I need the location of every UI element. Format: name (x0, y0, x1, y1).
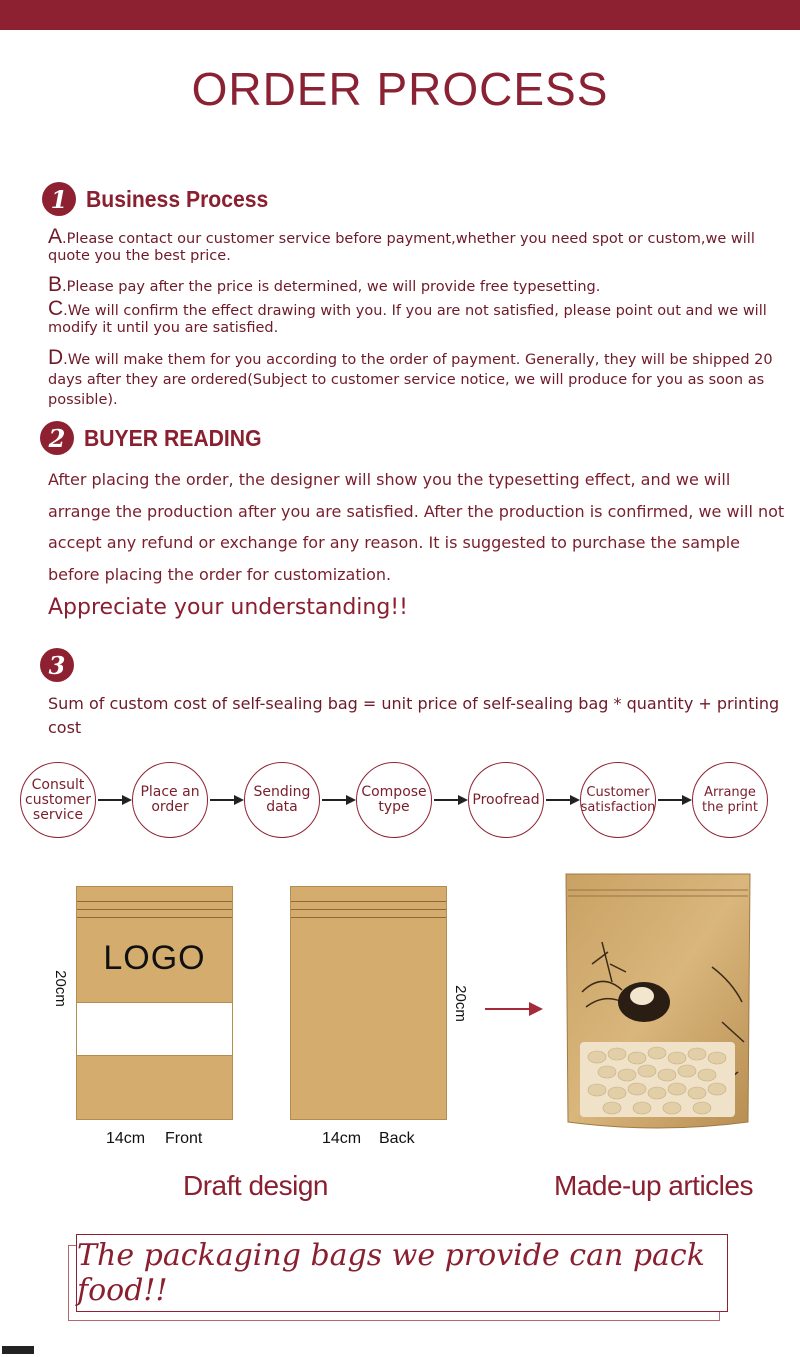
page-title: ORDER PROCESS (191, 63, 609, 115)
right-arrow-icon (208, 793, 244, 807)
front-label: Front (165, 1130, 203, 1147)
footer-mark (2, 1346, 34, 1354)
zipper-line (291, 909, 446, 910)
right-arrow-icon (432, 793, 468, 807)
item-letter: A (48, 225, 63, 248)
flow-step-place-order: Place an order (132, 762, 208, 838)
made-up-articles-caption: Made-up articles (554, 1170, 753, 1201)
logo-placeholder: LOGO (103, 939, 206, 977)
flow-step-arrange-print: Arrange the print (692, 762, 768, 838)
appreciate-text: Appreciate your understanding!! (48, 595, 408, 620)
item-letter: C (48, 297, 64, 320)
right-arrow-icon (96, 793, 132, 807)
back-width-label: 14cm (322, 1130, 362, 1147)
buyer-reading-text: After placing the order, the designer will show you the typesetting effect, and we will arrange the production after you are satisfied. After the production is confirmed, we will not accept any refund or exchange for any reason. It is suggested to purchase the sample before placing the order for customization. (48, 470, 785, 584)
flow-step-sending-data: Sending data (244, 762, 320, 838)
flow-step-proofread: Proofread (468, 762, 544, 838)
food-banner: The packaging bags we provide can pack food!! (76, 1234, 728, 1312)
front-width-label: 14cm (106, 1130, 146, 1147)
flow-step-consult: Consult customer service (20, 762, 96, 838)
zipper-line (291, 917, 446, 918)
zipper-line (77, 917, 232, 918)
item-text: .Please contact our customer service before payment,whether you need spot or custom,we will quote you the best price. (48, 231, 755, 264)
front-height-label: 20cm (51, 970, 69, 1007)
top-bar (0, 0, 800, 30)
flow-step-customer-satisfaction: Customer satisfaction (580, 762, 656, 838)
kraft-bag-product-image (562, 872, 754, 1140)
bag-window (77, 1002, 232, 1056)
right-arrow-icon (656, 793, 692, 807)
section-1-title: Business Process (86, 185, 269, 212)
zipper-line (77, 901, 232, 902)
zipper-line (291, 901, 446, 902)
process-item-d (48, 348, 783, 410)
section-1-header (42, 182, 284, 216)
process-item-b (48, 273, 783, 296)
right-arrow-icon (485, 1002, 543, 1016)
process-item-a (48, 225, 783, 265)
section-3-header (40, 648, 74, 682)
section-2-title: BUYER READING (84, 424, 262, 451)
item-text: .We will make them for you according to the order of payment. Generally, they will be shipped 20 days after they are ordered(Subject to customer service notice, we will produce for you as soon as possible). (48, 352, 773, 408)
section-2-number-badge: 2 (40, 421, 74, 455)
process-item-c (48, 297, 783, 337)
order-flow (20, 760, 790, 840)
bag-back-draft (290, 886, 447, 1120)
section-2-header (40, 421, 277, 455)
draft-design-caption: Draft design (183, 1170, 328, 1201)
zipper-line (77, 909, 232, 910)
right-arrow-icon (544, 793, 580, 807)
right-arrow-icon (320, 793, 356, 807)
item-text: .We will confirm the effect drawing with you. If you are not satisfied, please point out and we will modify it until you are satisfied. (48, 303, 767, 336)
section-3-number-badge: 3 (40, 648, 74, 682)
item-letter: D (48, 346, 64, 369)
item-text: .Please pay after the price is determined, we will provide free typesetting. (62, 279, 601, 295)
item-letter: B (48, 273, 63, 296)
cost-formula: Sum of custom cost of self-sealing bag = unit price of self-sealing bag * quantity + printing cost (48, 694, 780, 737)
back-label: Back (379, 1130, 415, 1147)
bag-front-draft (76, 886, 233, 1120)
section-1-number-badge: 1 (42, 182, 76, 216)
back-height-label: 20cm (451, 985, 469, 1022)
flow-step-compose-type: Compose type (356, 762, 432, 838)
